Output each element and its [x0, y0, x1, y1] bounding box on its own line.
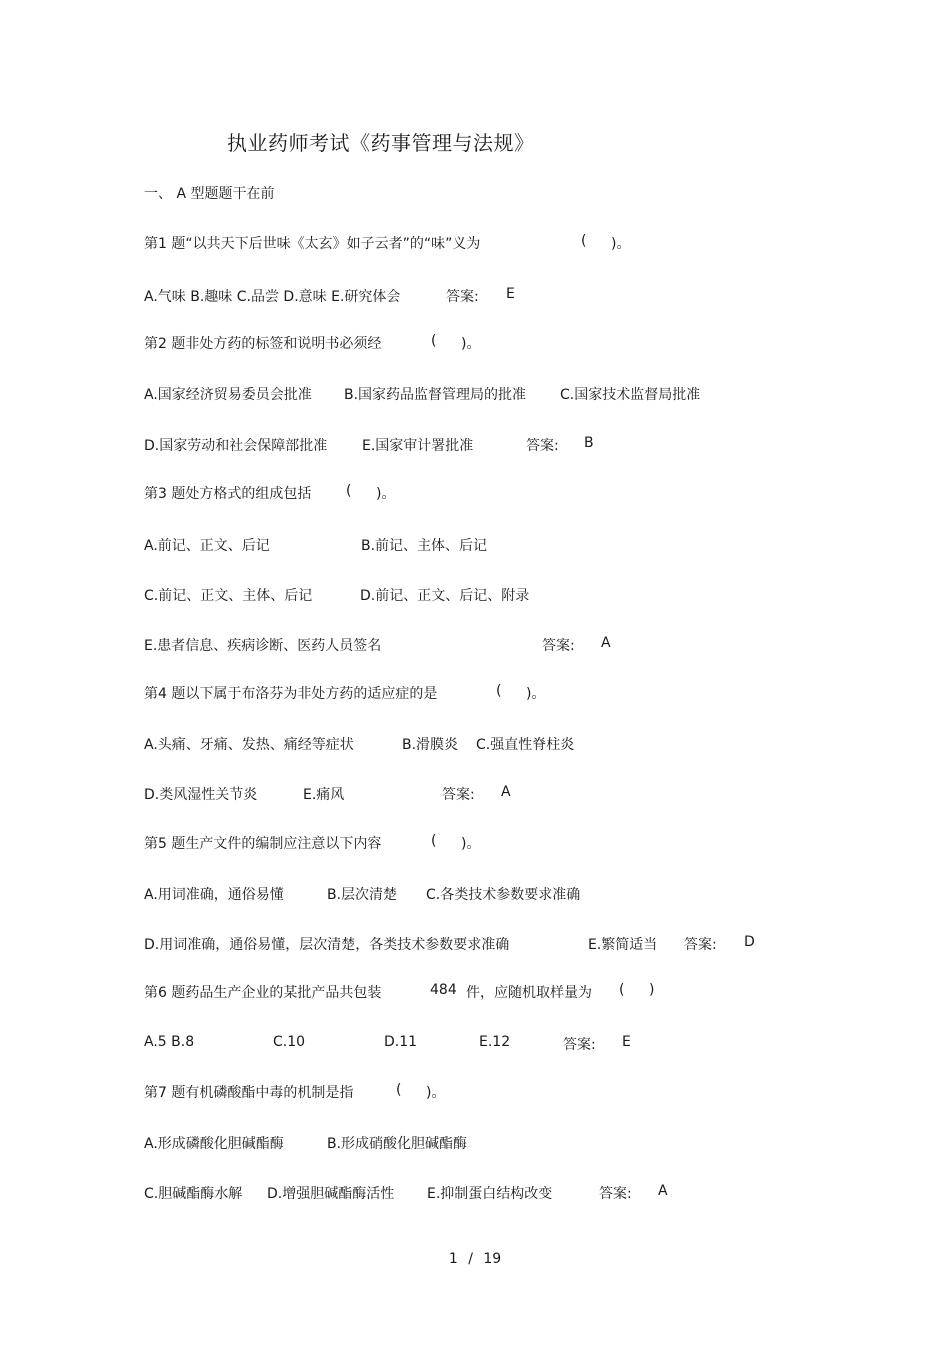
answer-paren-open: ( — [431, 333, 437, 349]
question-3-options-row-2 — [144, 585, 844, 605]
answer-value: D — [744, 934, 755, 950]
question-5-options-row-2 — [144, 934, 844, 954]
question-stem-number: 484 — [430, 982, 457, 998]
page-current: 1 — [448, 1251, 458, 1267]
option: C.10 — [273, 1034, 306, 1050]
page-total: 19 — [483, 1251, 502, 1267]
option: B.国家药品监督管理局的批准 — [344, 387, 527, 403]
option: C.胆碱酯酶水解 — [144, 1186, 243, 1202]
option: B.层次清楚 — [327, 887, 398, 903]
answer-paren-close: )。 — [376, 486, 396, 502]
answer-paren-open: ( — [346, 483, 352, 499]
page-separator: / — [468, 1251, 473, 1267]
question-3-options-row-1 — [144, 535, 844, 555]
option: C.前记、正文、主体、后记 — [144, 588, 313, 604]
answer-label: 答案: — [563, 1037, 596, 1053]
option: A.5 B.8 — [144, 1034, 195, 1050]
answer-label: 答案: — [526, 438, 559, 454]
question-stem-text: 第6 题药品生产企业的某批产品共包装 — [144, 985, 382, 1001]
option: E.12 — [479, 1034, 511, 1050]
option: C.各类技术参数要求准确 — [426, 887, 581, 903]
question-6-stem — [144, 982, 844, 1002]
answer-paren-close: )。 — [611, 236, 631, 252]
question-4-options-row-2 — [144, 784, 844, 804]
answer-paren-close: )。 — [461, 836, 481, 852]
question-stem-text: 第1 题“以共天下后世味《太玄》如子云者”的“味”义为 — [144, 236, 481, 252]
question-3-options-row-3 — [144, 635, 844, 655]
answer-value: E — [506, 286, 515, 302]
option: B.滑膜炎 — [402, 737, 459, 753]
answer-value: A — [501, 784, 511, 800]
question-2-stem — [144, 333, 844, 353]
section-heading: 一、 A 型题题干在前 — [144, 186, 275, 202]
option: D.增强胆碱酯酶活性 — [267, 1186, 395, 1202]
question-1-options — [144, 286, 844, 306]
answer-paren-open: ( — [496, 683, 502, 699]
option: C.强直性脊柱炎 — [476, 737, 575, 753]
question-3-stem — [144, 483, 844, 503]
option: A.形成磷酸化胆碱酯酶 — [144, 1136, 284, 1152]
answer-paren-close: )。 — [461, 336, 481, 352]
answer-paren-close: )。 — [426, 1085, 446, 1101]
answer-paren-open: ( — [581, 233, 587, 249]
answer-label: 答案: — [446, 289, 479, 305]
page-number — [0, 1251, 950, 1267]
option: B.形成硝酸化胆碱酯酶 — [327, 1136, 468, 1152]
option: E.痛风 — [303, 787, 345, 803]
question-stem-text: 第3 题处方格式的组成包括 — [144, 486, 312, 502]
question-stem-text: 第4 题以下属于布洛芬为非处方药的适应症的是 — [144, 686, 438, 702]
question-stem-text: 第2 题非处方药的标签和说明书必须经 — [144, 336, 382, 352]
document-title: 执业药师考试《药事管理与法规》 — [227, 131, 535, 155]
option: D.国家劳动和社会保障部批准 — [144, 438, 328, 454]
answer-value: A — [658, 1183, 668, 1199]
option: E.繁简适当 — [588, 937, 658, 953]
option-group: A.气味 B.趣味 C.品尝 D.意味 E.研究体会 — [144, 289, 401, 305]
option: A.头痛、牙痛、发热、痛经等症状 — [144, 737, 354, 753]
option: D.用词准确，通俗易懂，层次清楚，各类技术参数要求准确 — [144, 937, 510, 953]
answer-paren-close: ) — [649, 982, 655, 998]
question-4-options-row-1 — [144, 734, 844, 754]
answer-paren-close: )。 — [526, 686, 546, 702]
question-2-options-row-2 — [144, 435, 844, 455]
option: D.类风湿性关节炎 — [144, 787, 258, 803]
answer-paren-open: ( — [396, 1082, 402, 1098]
answer-paren-open: ( — [619, 982, 625, 998]
question-7-options-row-1 — [144, 1133, 844, 1153]
option: E.抑制蛋白结构改变 — [427, 1186, 553, 1202]
option: A.用词准确，通俗易懂 — [144, 887, 284, 903]
option: B.前记、主体、后记 — [361, 538, 488, 554]
answer-label: 答案: — [684, 937, 717, 953]
answer-label: 答案: — [542, 638, 575, 654]
answer-label: 答案: — [442, 787, 475, 803]
option: E.国家审计署批准 — [362, 438, 474, 454]
question-1-stem — [144, 233, 844, 253]
option: A.前记、正文、后记 — [144, 538, 270, 554]
option: D.前记、正文、后记、附录 — [360, 588, 530, 604]
answer-paren-open: ( — [431, 833, 437, 849]
answer-value: E — [622, 1034, 631, 1050]
question-7-stem — [144, 1082, 844, 1102]
question-5-stem — [144, 833, 844, 853]
question-stem-text: 第7 题有机磷酸酯中毒的机制是指 — [144, 1085, 354, 1101]
question-6-options — [144, 1034, 844, 1054]
option: C.国家技术监督局批准 — [560, 387, 701, 403]
question-7-options-row-2 — [144, 1183, 844, 1203]
question-4-stem — [144, 683, 844, 703]
option: E.患者信息、疾病诊断、医药人员签名 — [144, 638, 382, 654]
question-stem-text: 件，应随机取样量为 — [466, 985, 592, 1001]
question-stem-text: 第5 题生产文件的编制应注意以下内容 — [144, 836, 382, 852]
answer-value: A — [601, 635, 611, 651]
option: A.国家经济贸易委员会批准 — [144, 387, 312, 403]
answer-value: B — [584, 435, 594, 451]
answer-label: 答案: — [599, 1186, 632, 1202]
question-2-options-row-1 — [144, 384, 844, 404]
question-5-options-row-1 — [144, 884, 844, 904]
option: D.11 — [384, 1034, 418, 1050]
